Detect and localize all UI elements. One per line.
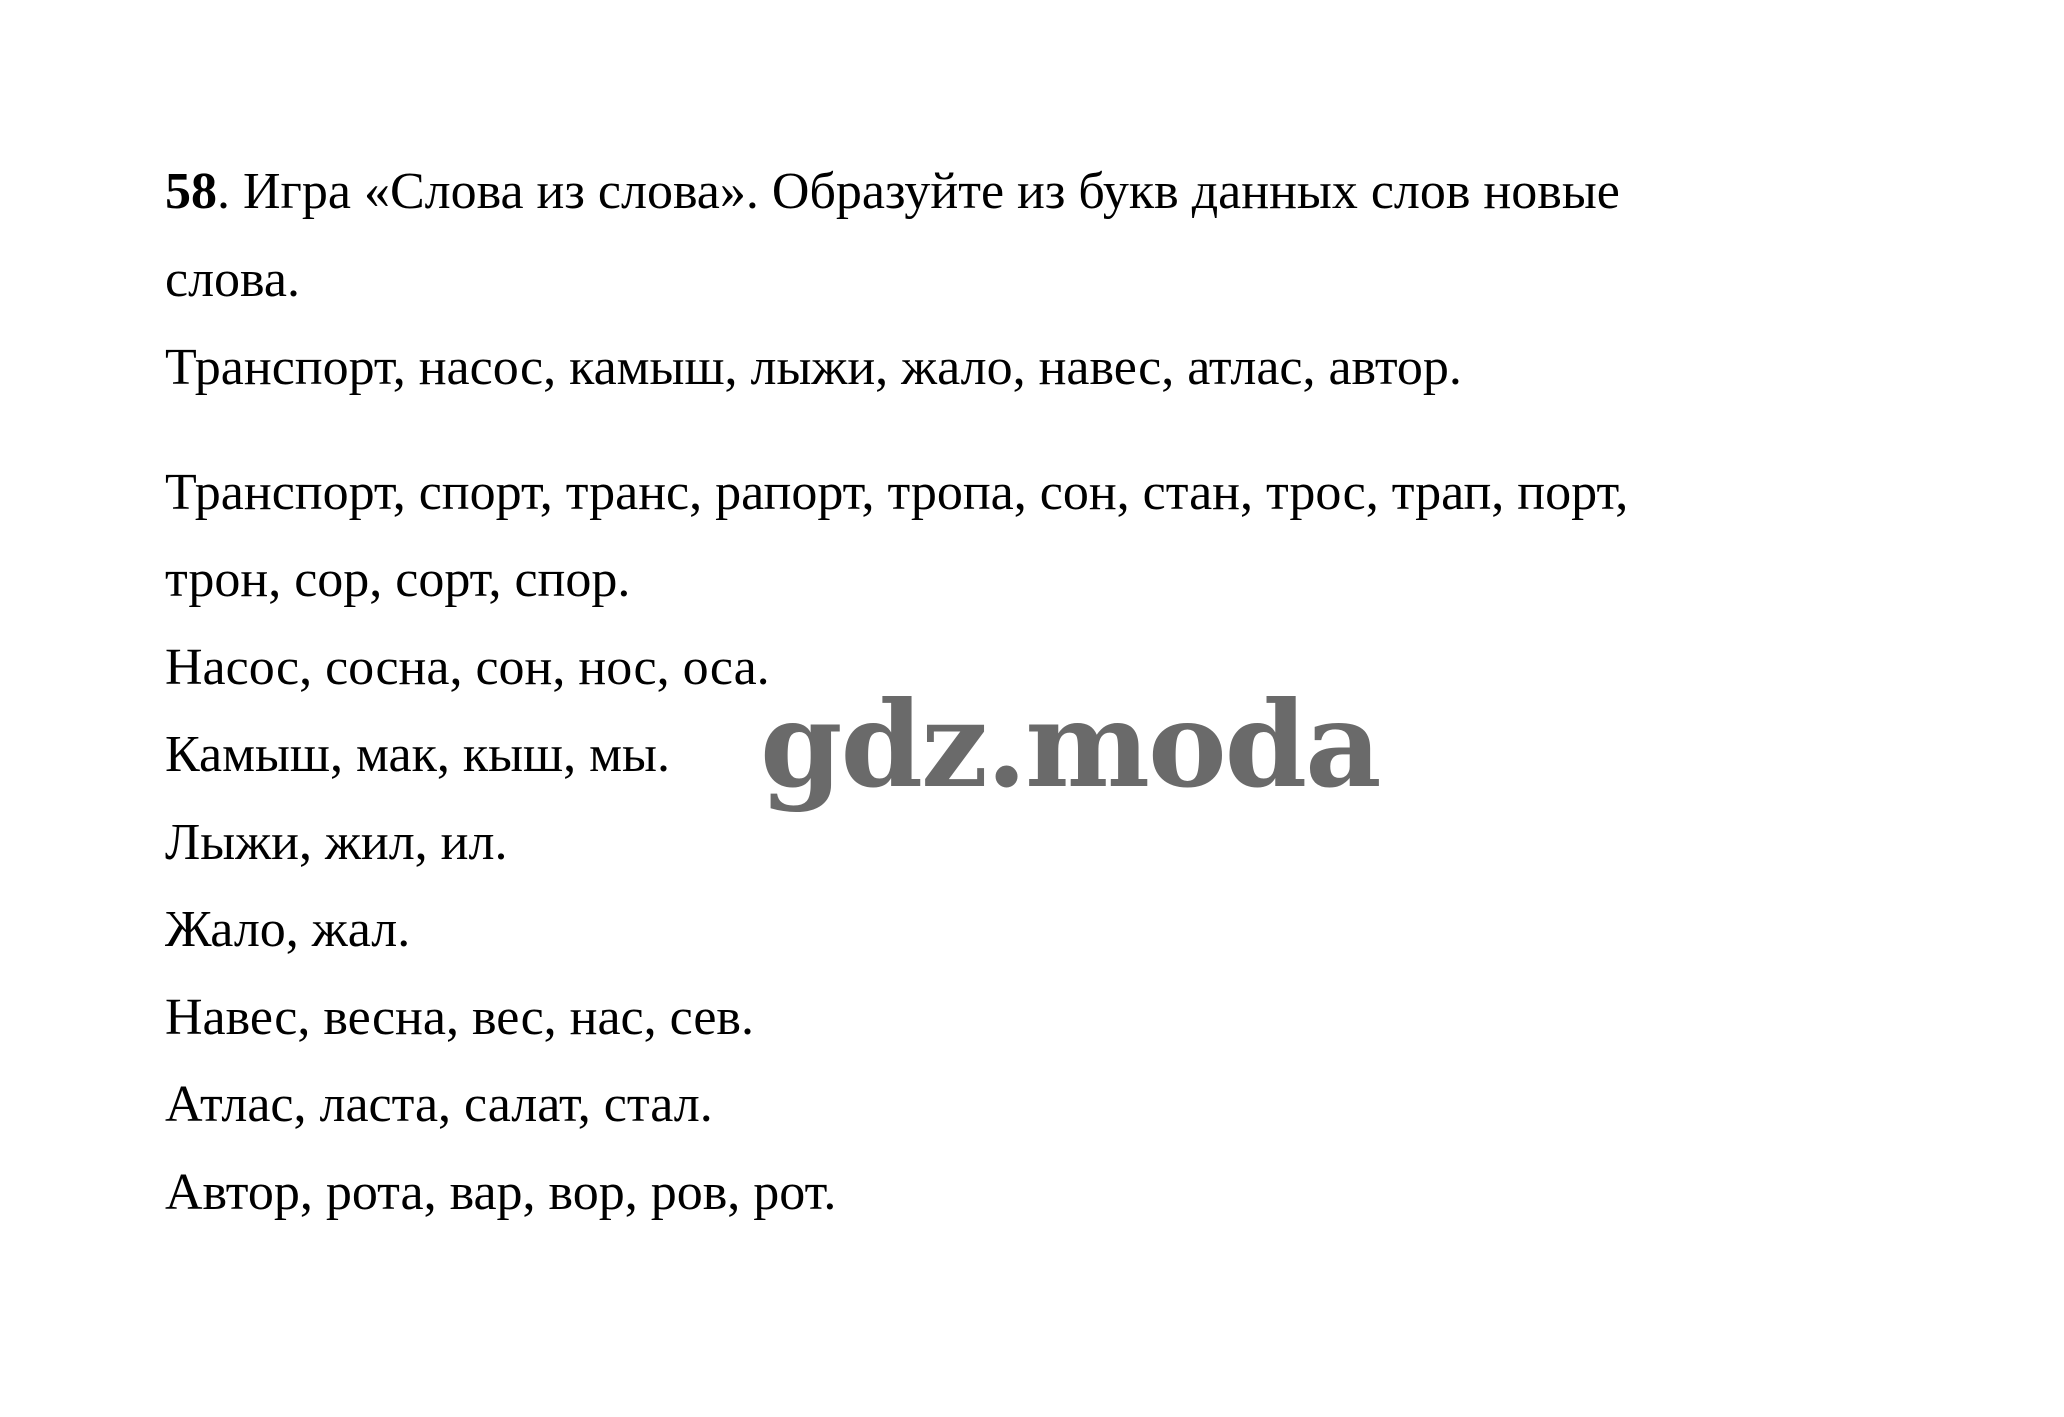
task-words-line: Транспорт, насос, камыш, лыжи, жало, навес, атлас, автор. [165, 339, 1462, 396]
task-heading-continuation: слова. [165, 251, 300, 308]
answer-line: Транспорт, спорт, транс, рапорт, тропа, сон, стан, трос, трап, порт, [165, 464, 1629, 521]
task-heading [165, 162, 1620, 222]
task-number: 58 [165, 163, 217, 220]
task-heading-text: . Игра «Слова из слова». Образуйте из букв данных слов новые [217, 163, 1620, 220]
answer-line: Автор, рота, вар, вор, ров, рот. [165, 1164, 837, 1221]
answer-line: Навес, весна, вес, нас, сев. [165, 989, 754, 1046]
answer-line: Атлас, ласта, салат, стал. [165, 1076, 713, 1133]
answer-line: Лыжи, жил, ил. [165, 814, 508, 871]
answer-line: Насос, сосна, сон, нос, оса. [165, 639, 770, 696]
answer-line: Жало, жал. [165, 901, 411, 958]
answer-line: трон, сор, сорт, спор. [165, 551, 631, 608]
watermark-logo: gdz.moda [760, 675, 1380, 814]
answer-line: Камыш, мак, кыш, мы. [165, 726, 670, 783]
